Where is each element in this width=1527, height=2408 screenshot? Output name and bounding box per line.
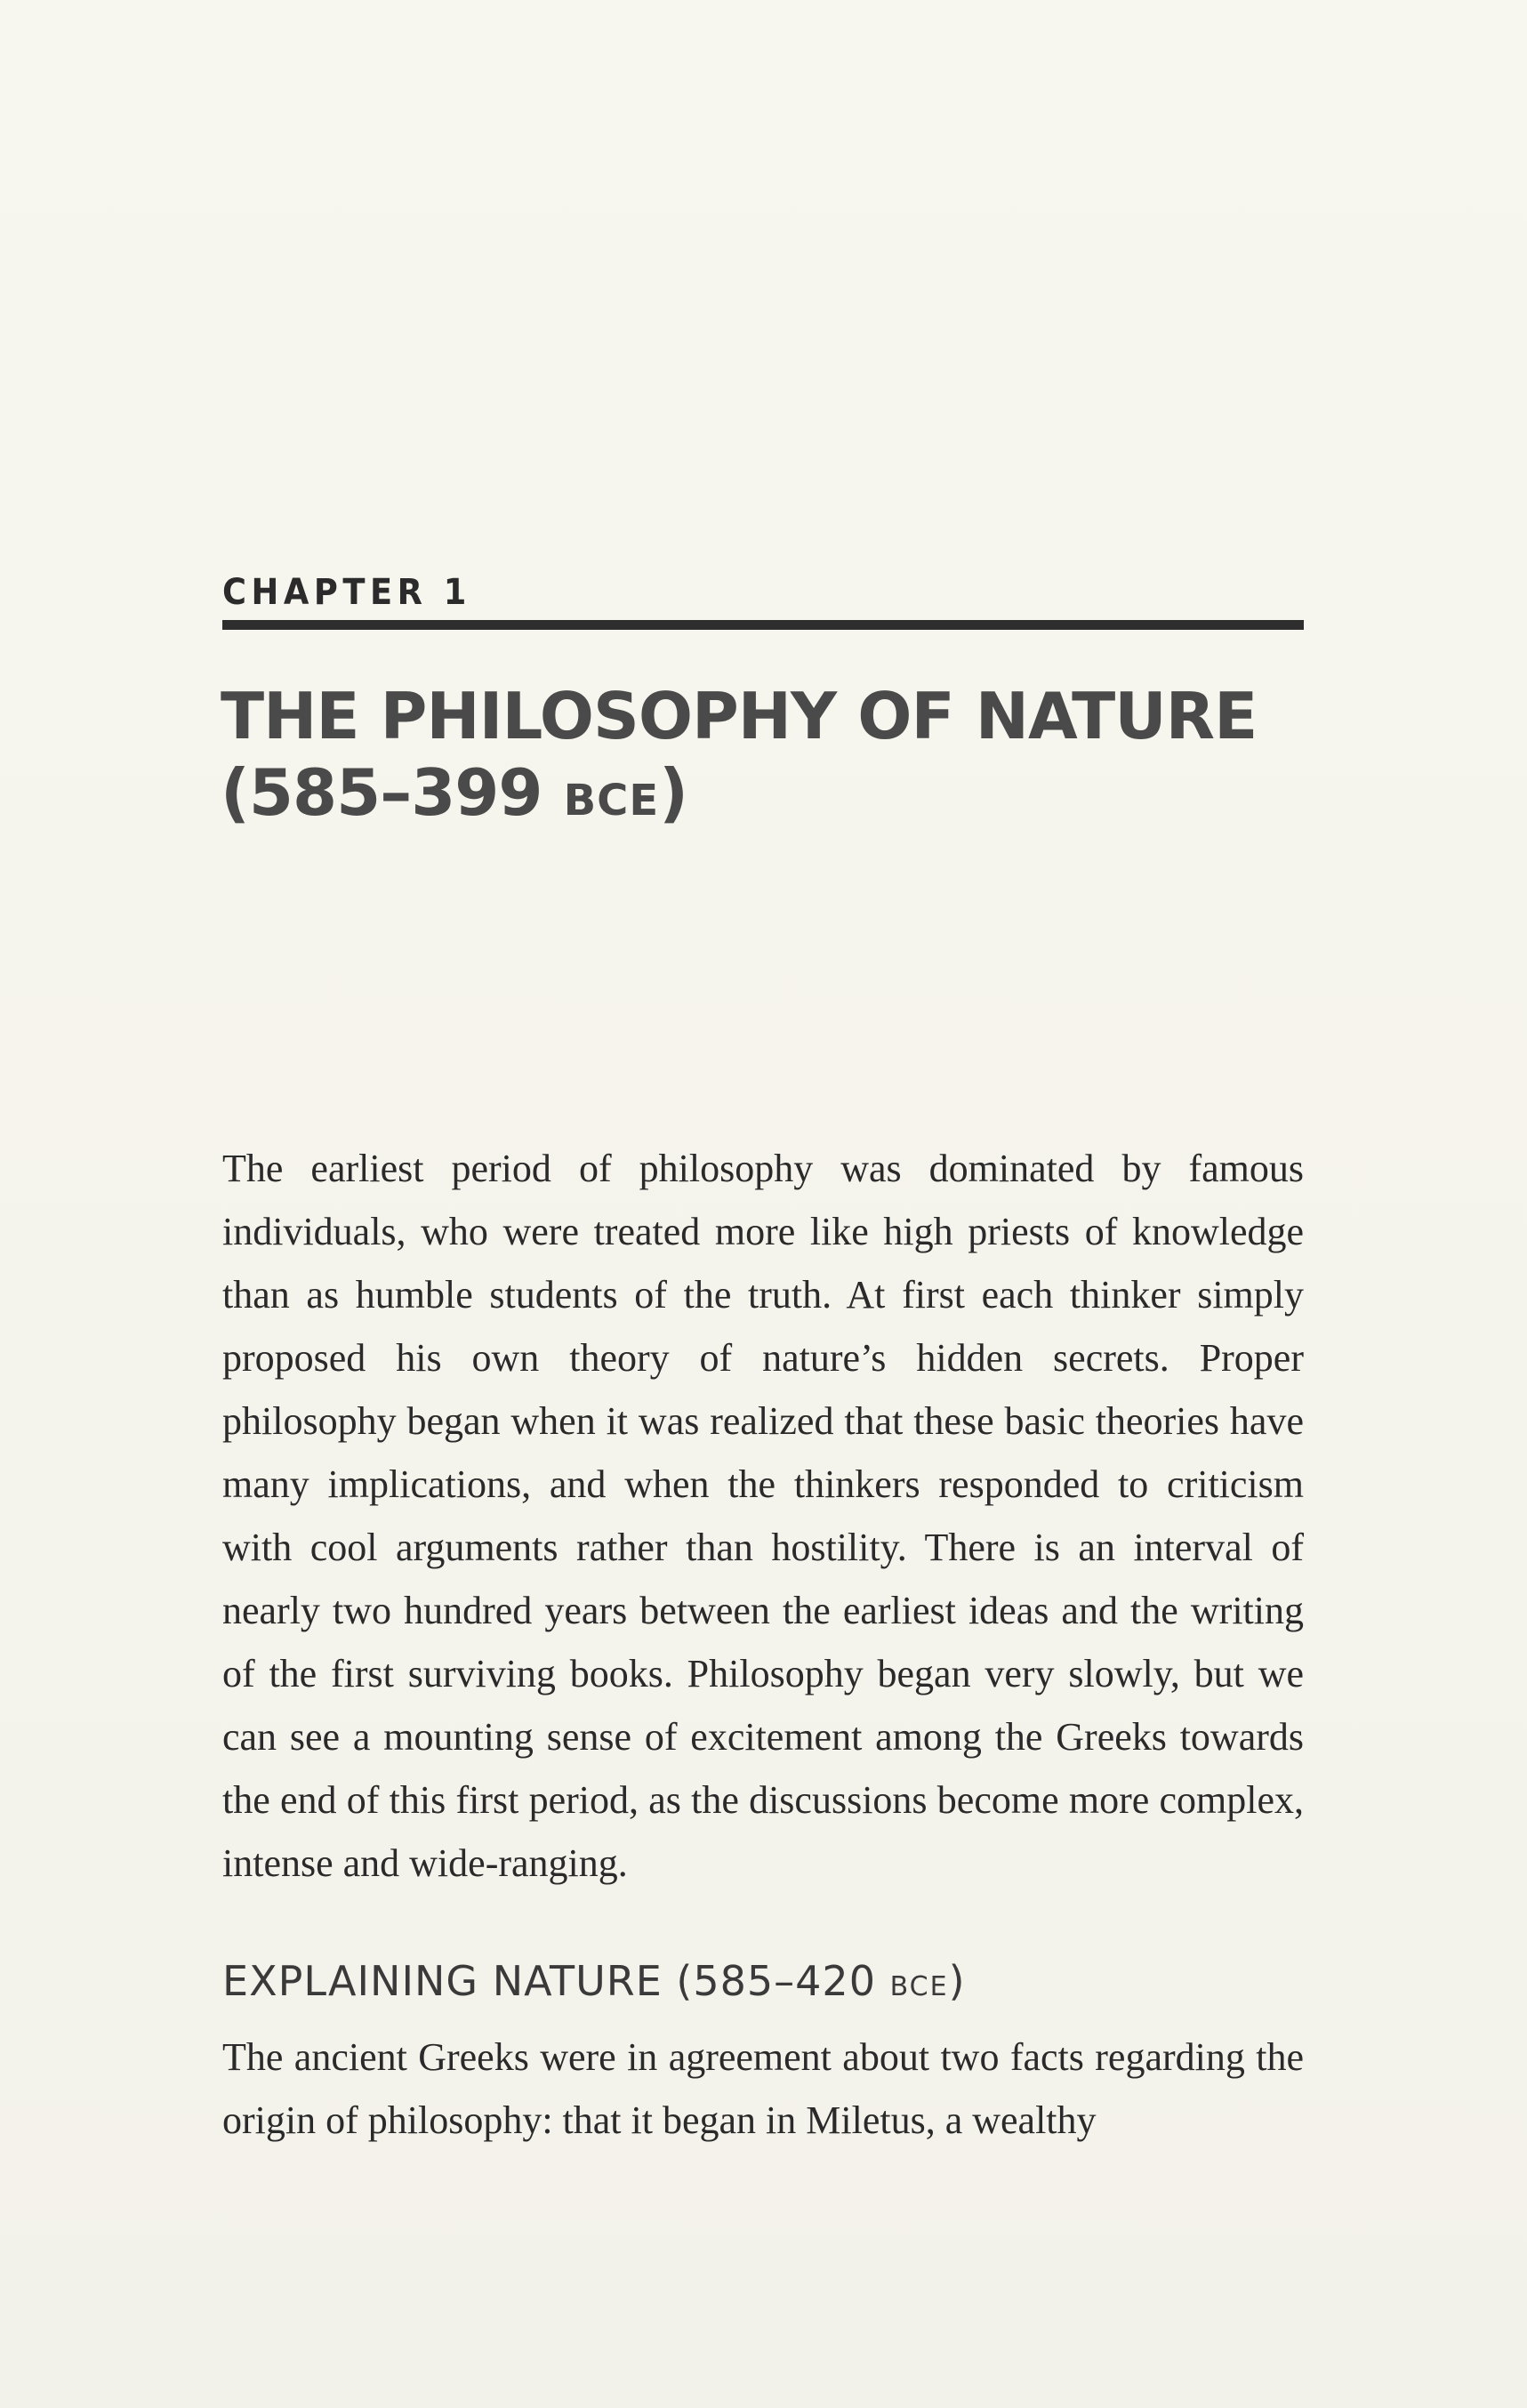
section-text <box>222 2025 1304 2152</box>
chapter-title-main: THE PHILOSOPHY OF NATURE <box>221 679 1258 753</box>
chapter-title-era: BCE <box>563 776 660 825</box>
intro-text <box>222 1137 1304 1895</box>
chapter-divider <box>222 620 1304 630</box>
chapter-title <box>221 678 1314 839</box>
section-paragraph: The ancient Greeks were in agreement about two facts regarding the origin of philosophy: that it began in Miletus, a wealthy <box>222 2035 1304 2142</box>
chapter-label: CHAPTER 1 <box>222 572 471 613</box>
chapter-title-close: ) <box>659 755 688 830</box>
section-heading-close: ) <box>948 1957 966 2005</box>
intro-paragraph: The earliest period of philosophy was dominated by famous individuals, who were treated more like high priests of knowledge than as humble students of the truth. At first each thinker simply proposed his own theory of nature’s hidden secrets. Proper philosophy began when it was realized that these basic theories have many implications, and when the thinkers responded to criticism with cool arguments rather than hostility. There is an interval of nearly two hundred years between the earliest ideas and the writing of the first surviving books. Philosophy began very slowly, but we can see a mounting sense of excitement among the Greeks towards the end of this first period, as the discussions become more complex, intense and wide-ranging. <box>222 1147 1304 1885</box>
chapter-title-dates: (585–399 <box>221 755 564 830</box>
section-heading-era: BCE <box>889 1971 949 2002</box>
section-heading <box>222 1957 966 2005</box>
section-heading-main: EXPLAINING NATURE (585–420 <box>222 1957 890 2005</box>
